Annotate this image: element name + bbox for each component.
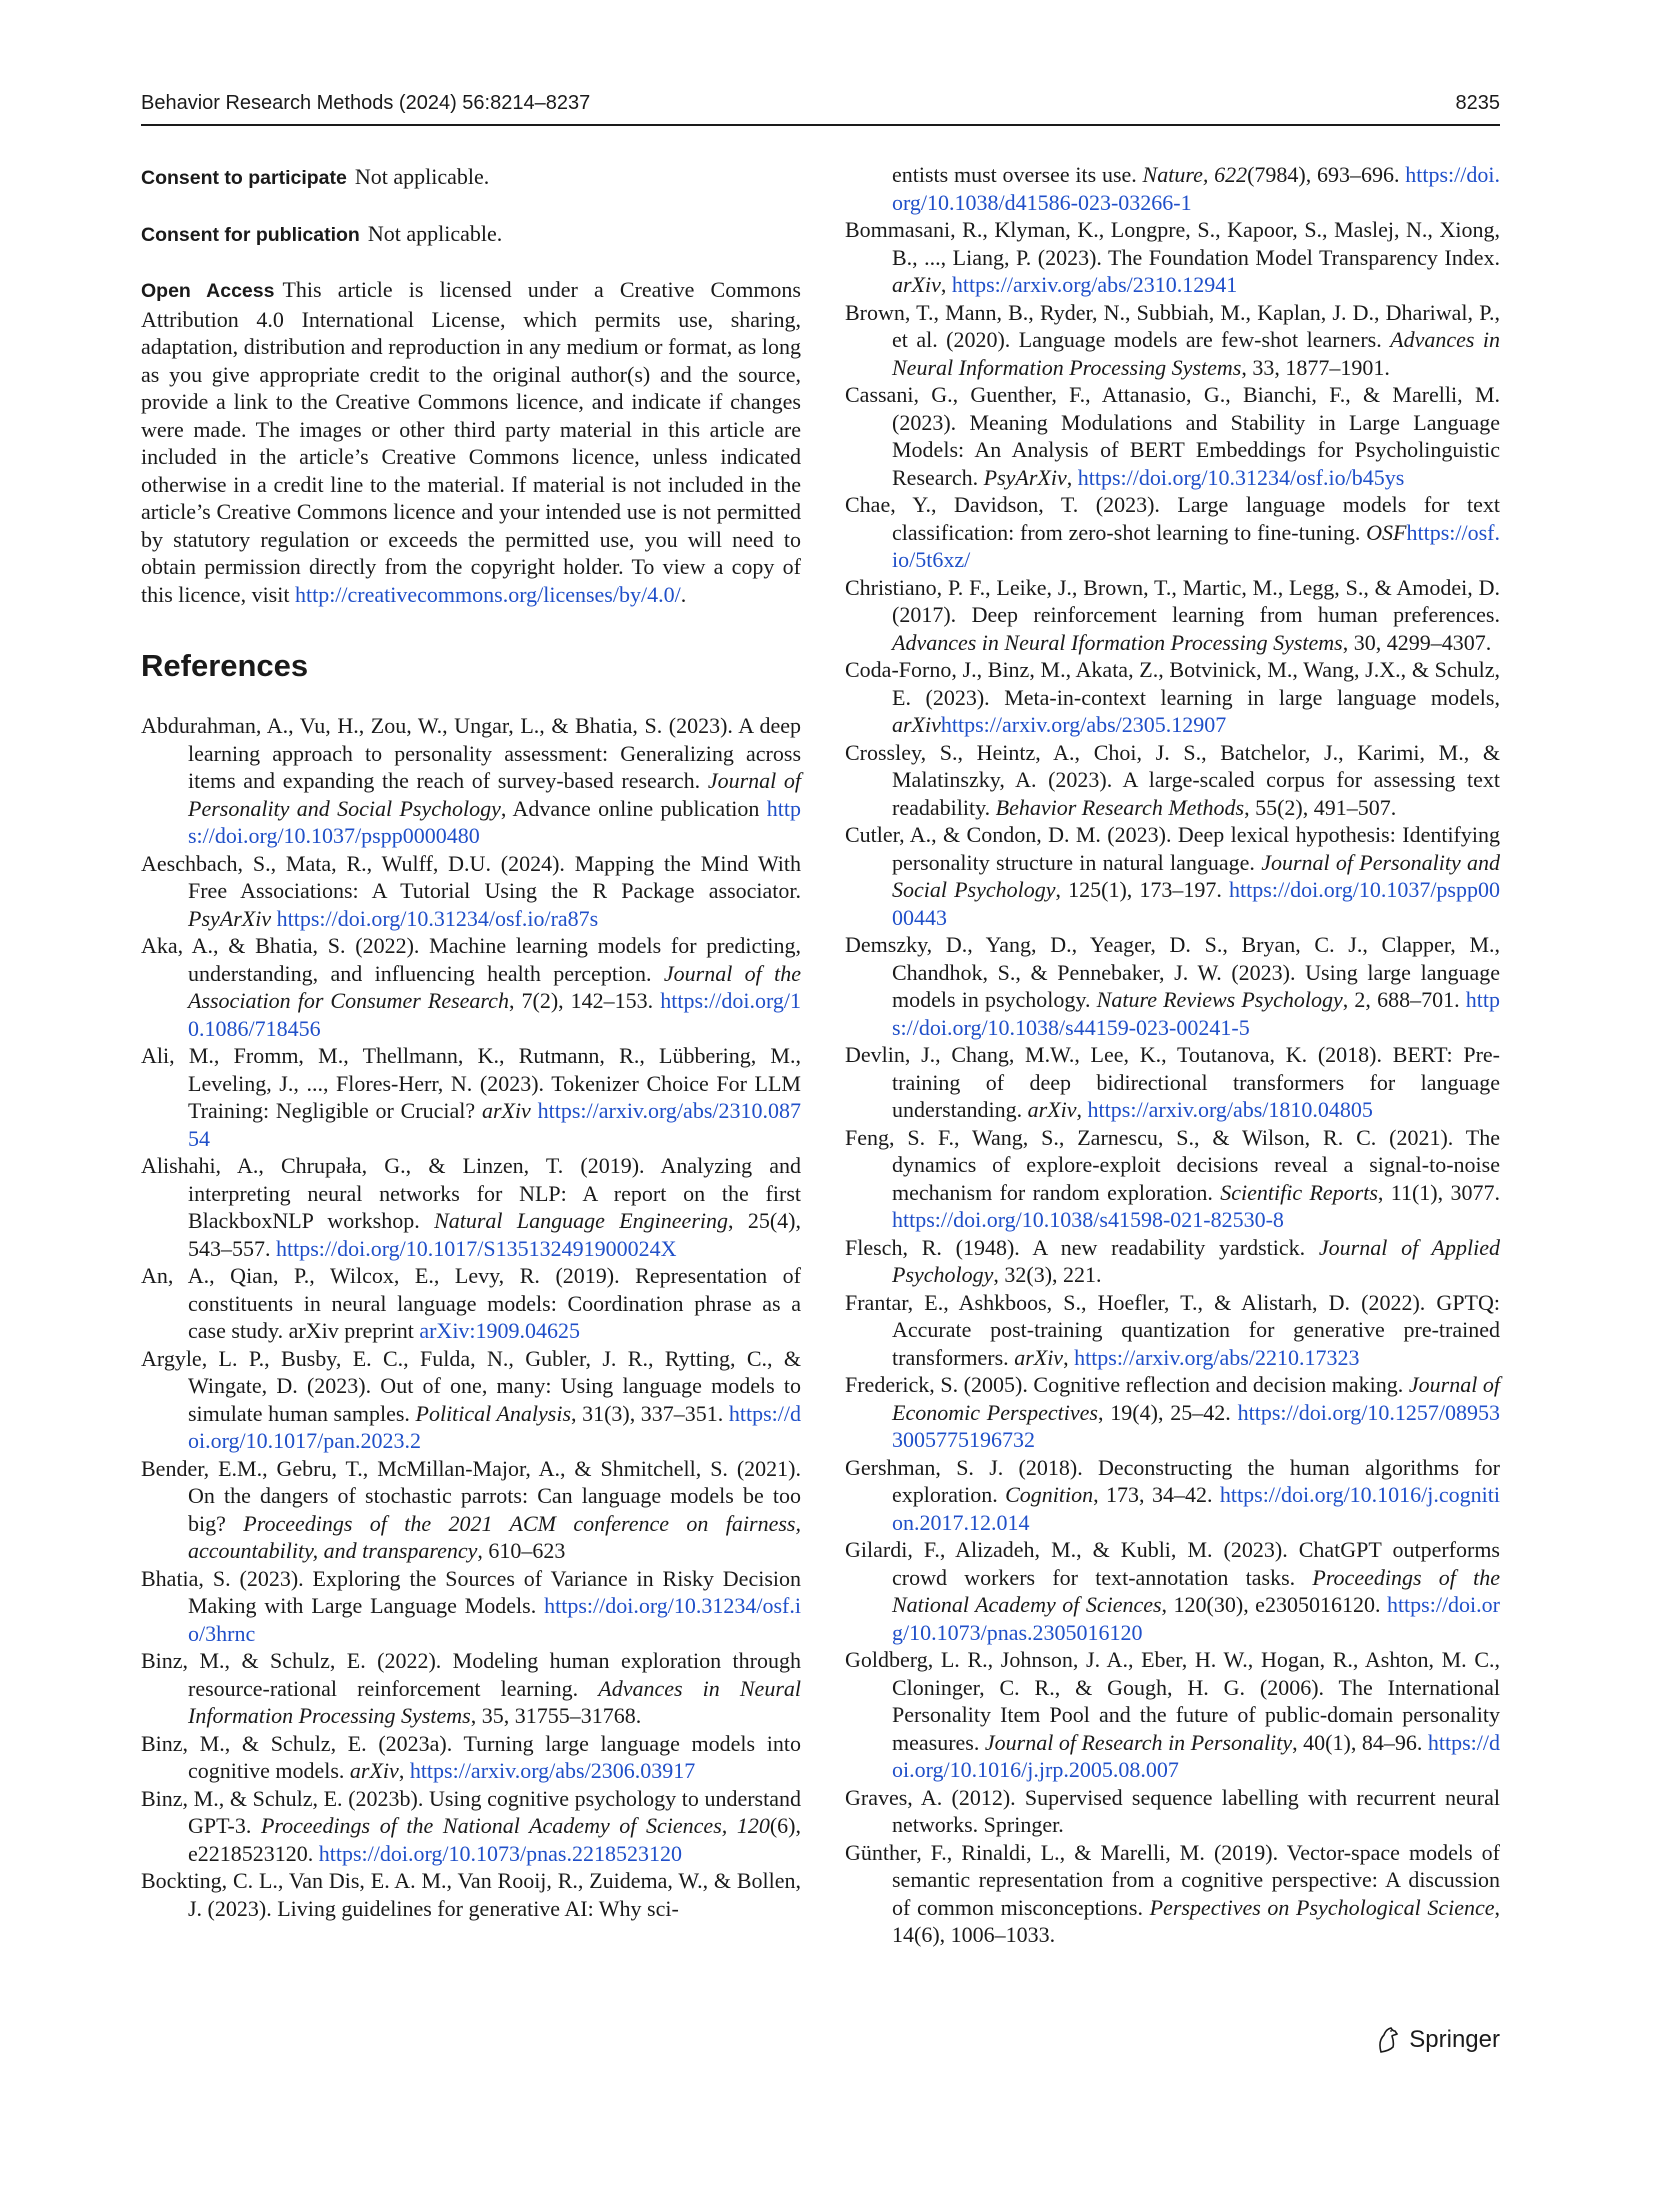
reference-text: Bommasani, R., Klyman, K., Longpre, S., Kapoor, S., Maslej, N., Xiong, B., ..., Liang, P. (2023). The Foundation Model Transparency Index.	[845, 217, 1500, 270]
reference-list-left	[141, 712, 801, 1922]
reference-item	[845, 1041, 1500, 1124]
reference-text: , 31(3), 337–351.	[571, 1400, 729, 1426]
reference-source: Advances in Neural Information Processing Systems	[188, 1675, 801, 1728]
reference-text: Coda-Forno, J., Binz, M., Akata, Z., Botvinick, M., Wang, J.X., & Schulz, E. (2023). Meta-in-context learning in large language models,	[845, 657, 1500, 710]
reference-source: Perspectives on Psychological Science	[1149, 1894, 1495, 1920]
reference-text: ,	[1066, 464, 1078, 490]
reference-link[interactable]: https://doi.org/10.1017/S135132491900024X	[276, 1235, 677, 1261]
reference-source: OSF	[1366, 519, 1407, 545]
reference-text: , 120(30), e2305016120.	[1161, 1592, 1387, 1617]
reference-item	[845, 1234, 1500, 1289]
reference-link[interactable]: https://doi.org/10.1038/s41598-021-82530-8	[892, 1207, 1284, 1232]
reference-item	[845, 381, 1500, 491]
reference-item	[845, 1536, 1500, 1646]
reference-link[interactable]: https://doi.org/10.1073/pnas.2305016120	[892, 1592, 1500, 1645]
reference-text: , 7(2), 142–153.	[508, 988, 661, 1013]
reference-source: arXiv	[1014, 1344, 1064, 1370]
reference-link[interactable]: https://doi.org/10.1037/pspp0000443	[892, 877, 1500, 930]
reference-text: Goldberg, L. R., Johnson, J. A., Eber, H. W., Hogan, R., Ashton, M. C., Cloninger, C. R., & Gough, H. G. (2006). The International Personality Item Pool and the future of public-domain personality measures.	[845, 1647, 1500, 1755]
reference-item	[141, 1042, 801, 1152]
license-link[interactable]: http://creativecommons.org/licenses/by/4.0/	[294, 581, 681, 607]
reference-source: PsyArXiv	[983, 464, 1067, 490]
reference-text: Binz, M., & Schulz, E. (2023a). Turning large language models into cognitive models.	[141, 1730, 801, 1783]
reference-source: Natural Language Engineering	[434, 1208, 728, 1233]
reference-text: Graves, A. (2012). Supervised sequence labelling with recurrent neural networks. Springer.	[845, 1784, 1500, 1837]
reference-link[interactable]: https://doi.org/10.1038/d41586-023-03266-1	[892, 162, 1500, 215]
reference-text: Crossley, S., Heintz, A., Choi, J. S., Batchelor, J., Karimi, M., & Malatinszky, A. (2023). A large-scaled corpus for assessing text readability.	[845, 739, 1500, 820]
reference-text: , 25(4), 543–557.	[188, 1208, 802, 1261]
reference-text: , 35, 31755–31768.	[470, 1703, 642, 1728]
reference-source: PsyArXiv	[188, 905, 272, 931]
reference-link[interactable]: https://arxiv.org/abs/2310.08754	[188, 1098, 801, 1151]
reference-text: Cassani, G., Guenther, F., Attanasio, G., Bianchi, F., & Marelli, M. (2023). Meaning Modulations and Stability in Large Language Models: An Analysis of BERT Embeddings for Psycholinguistic Research.	[845, 382, 1500, 490]
reference-item	[141, 1152, 801, 1262]
reference-item	[141, 1345, 801, 1455]
reference-text: , 125(1), 173–197.	[1055, 877, 1230, 902]
reference-item	[845, 656, 1500, 739]
reference-item	[845, 1371, 1500, 1454]
references-heading: References	[141, 648, 309, 683]
reference-link[interactable]: https://arxiv.org/abs/2210.17323	[1074, 1344, 1360, 1370]
reference-text: Feng, S. F., Wang, S., Zarnescu, S., & Wilson, R. C. (2021). The dynamics of explore-exploit decisions reveal a signal-to-noise mechanism for random exploration.	[845, 1124, 1500, 1205]
reference-link[interactable]: https://doi.org/10.1257/089533005775196732	[892, 1399, 1500, 1452]
reference-text: Aeschbach, S., Mata, R., Wulff, D.U. (2024). Mapping the Mind With Free Associations: A Tutorial Using the R Package associator.	[141, 850, 801, 903]
reference-source: Advances in Neural Information Processing Systems	[892, 327, 1500, 380]
reference-item	[141, 850, 801, 933]
reference-text: Abdurahman, A., Vu, H., Zou, W., Ungar, L., & Bhatia, S. (2023). A deep learning approach to personality assessment: Generalizing across items and expanding the reach of survey-based research.	[141, 713, 801, 793]
reference-source: Scientific Reports	[1220, 1179, 1378, 1205]
reference-item	[845, 1839, 1500, 1949]
reference-source: Cognition	[1005, 1482, 1094, 1507]
reference-source: arXiv	[349, 1758, 399, 1783]
reference-link[interactable]: https://arxiv.org/abs/2310.12941	[951, 272, 1238, 297]
reference-text: Ali, M., Fromm, M., Thellmann, K., Rutmann, R., Lübbering, M., Leveling, J., ..., Flores-Herr, N. (2023). Tokenizer Choice For LLM Training: Negligible or Crucial?	[141, 1043, 801, 1123]
reference-item	[845, 1289, 1500, 1372]
reference-link[interactable]: https://osf.io/5t6xz/	[892, 519, 1500, 572]
reference-text: , Advance online publication	[500, 795, 767, 821]
reference-item	[141, 1262, 801, 1345]
consent-publication: Consent for publication Not applicable.	[141, 220, 503, 246]
reference-link[interactable]: https://doi.org/10.1016/j.cognition.2017.12.014	[892, 1482, 1501, 1535]
reference-text: , 30, 4299–4307.	[1342, 629, 1492, 655]
reference-text: Brown, T., Mann, B., Ryder, N., Subbiah, M., Kaplan, J. D., Dhariwal, P., et al. (2020). Language models are few-shot learners.	[845, 299, 1500, 352]
springer-horse-icon	[1373, 2025, 1401, 2055]
reference-text: Günther, F., Rinaldi, L., & Marelli, M. (2019). Vector-space models of semantic representation from a cognitive perspective: A discussion of common misconceptions.	[845, 1839, 1500, 1920]
reference-text: Chae, Y., Davidson, T. (2023). Large language models for text classification: from zero-shot learning to fine-tuning.	[845, 492, 1500, 545]
reference-text: Binz, M., & Schulz, E. (2022). Modeling human exploration through resource-rational reinforcement learning.	[141, 1648, 801, 1701]
reference-text: Demszky, D., Yang, D., Yeager, D. S., Bryan, C. J., Clapper, M., Chandhok, S., & Pennebaker, J. W. (2023). Using large language models in psychology.	[845, 932, 1500, 1012]
reference-link[interactable]: https://doi.org/10.31234/osf.io/3hrnc	[188, 1593, 801, 1646]
reference-link[interactable]: https://doi.org/10.1017/pan.2023.2	[188, 1400, 802, 1453]
reference-text: Cutler, A., & Condon, D. M. (2023). Deep lexical hypothesis: Identifying personality structure in natural language.	[845, 822, 1500, 875]
reference-text: , 19(4), 25–42.	[1097, 1399, 1238, 1425]
reference-item	[141, 1867, 801, 1922]
reference-item	[845, 216, 1500, 299]
reference-source: Journal of Research in Personality	[984, 1729, 1293, 1755]
reference-text: ,	[1076, 1097, 1088, 1122]
reference-source: arXiv	[892, 272, 941, 297]
running-header	[141, 88, 1500, 126]
reference-text: Bockting, C. L., Van Dis, E. A. M., Van Rooij, R., Zuidema, W., & Bollen, J. (2023). Living guidelines for generative AI: Why sci-	[141, 1868, 801, 1921]
reference-text: Alishahi, A., Chrupała, G., & Linzen, T. (2019). Analyzing and interpreting neural networks for NLP: A report on the first BlackboxNLP workshop.	[141, 1153, 801, 1233]
open-access-statement: Open Access This article is licensed under a Creative Commons Attribution 4.0 International License, which permits use, sharing, adaptation, distribution and reproduction in any medium or format, as long as you give appropriate credit to the original author(s) and the source, provide a link to the Creative Commons licence, and indicate if changes were made. The images or other third party material in this article are included in the article’s Creative Commons licence, unless indicated otherwise in a credit line to the material. If material is not included in the article’s Creative Commons licence and your intended use is not permitted by statutory regulation or exceeds the permitted use, you will need to obtain permission directly from the copyright holder. To view a copy of this licence, visit http://creativecommons.org/licenses/by/4.0/.	[141, 277, 801, 607]
reference-link[interactable]: https://doi.org/10.1037/pspp0000480	[188, 795, 802, 848]
reference-source: Proceedings of the 2021 ACM conference on fairness, accountability, and transparency	[188, 1510, 801, 1563]
reference-text: Gilardi, F., Alizadeh, M., & Kubli, M. (2023). ChatGPT outperforms crowd workers for text-annotation tasks.	[845, 1537, 1500, 1590]
reference-text: (6), e2218523120.	[188, 1813, 801, 1866]
reference-text: An, A., Qian, P., Wilcox, E., Levy, R. (2019). Representation of constituents in neural language models: Coordination phrase as a case study. arXiv preprint	[141, 1263, 801, 1343]
reference-text: Aka, A., & Bhatia, S. (2022). Machine learning models for predicting, understanding, and influencing health perception.	[141, 933, 801, 986]
reference-item	[845, 161, 1500, 216]
reference-text: , 11(1), 3077.	[1377, 1179, 1500, 1205]
reference-item	[845, 1454, 1500, 1537]
reference-text: Binz, M., & Schulz, E. (2023b). Using cognitive psychology to understand GPT-3.	[141, 1785, 801, 1838]
page-number: 8235	[1455, 92, 1500, 114]
reference-text: Bhatia, S. (2023). Exploring the Sources of Variance in Risky Decision Making with Large Language Models.	[141, 1565, 801, 1618]
reference-source: Advances in Neural Iformation Processing Systems	[892, 629, 1343, 655]
reference-source: Nature, 622	[1142, 162, 1248, 187]
reference-link[interactable]: https://doi.org/10.1038/s44159-023-00241-5	[892, 987, 1500, 1040]
reference-item	[845, 931, 1500, 1041]
reference-link[interactable]: https://doi.org/10.1016/j.jrp.2005.08.007	[892, 1729, 1500, 1782]
reference-text: Flesch, R. (1948). A new readability yardstick.	[845, 1234, 1319, 1260]
reference-link[interactable]: https://doi.org/10.1073/pnas.2218523120	[318, 1840, 682, 1866]
reference-item	[845, 1124, 1500, 1234]
reference-item	[845, 739, 1500, 822]
reference-text: , 40(1), 84–96.	[1292, 1729, 1428, 1755]
reference-item	[141, 1565, 801, 1648]
reference-text: Christiano, P. F., Leike, J., Brown, T., Martic, M., Legg, S., & Amodei, D. (2017). Deep reinforcement learning from human preferences.	[845, 574, 1500, 627]
reference-text: Bender, E.M., Gebru, T., McMillan-Major, A., & Shmitchell, S. (2021). On the dangers of stochastic parrots: Can language models be too big?	[141, 1455, 801, 1536]
reference-item	[845, 1646, 1500, 1784]
right-column	[845, 161, 1500, 1949]
reference-text: entists must oversee its use.	[892, 162, 1143, 187]
reference-item	[845, 821, 1500, 931]
reference-item	[845, 574, 1500, 657]
reference-text: Gershman, S. J. (2018). Deconstructing the human algorithms for exploration.	[845, 1454, 1500, 1507]
journal-citation: Behavior Research Methods (2024) 56:8214–8237	[141, 92, 591, 114]
reference-text: ,	[398, 1758, 410, 1783]
reference-text: , 173, 34–42.	[1093, 1482, 1220, 1507]
reference-text: Frederick, S. (2005). Cognitive reflection and decision making.	[845, 1372, 1409, 1397]
reference-source: arXiv	[481, 1098, 531, 1123]
reference-list-right	[845, 161, 1500, 1949]
reference-text: , 55(2), 491–507.	[1244, 794, 1397, 820]
reference-text: , 14(6), 1006–1033.	[892, 1894, 1500, 1947]
publisher-logo	[1373, 2020, 1500, 2060]
reference-link[interactable]: https://doi.org/10.31234/osf.io/b45ys	[1077, 464, 1405, 490]
reference-source: Political Analysis	[415, 1400, 572, 1426]
reference-text: ,	[1063, 1344, 1075, 1370]
reference-text: Devlin, J., Chang, M.W., Lee, K., Toutanova, K. (2018). BERT: Pre-training of deep bidirectional transformers for language understanding.	[845, 1042, 1500, 1122]
reference-text: , 33, 1877–1901.	[1241, 354, 1390, 380]
reference-source: Proceedings of the National Academy of Sciences, 120	[260, 1813, 770, 1838]
reference-source: arXiv	[1027, 1097, 1077, 1122]
reference-source: Journal of Applied Psychology	[892, 1234, 1500, 1287]
reference-link[interactable]: https://doi.org/10.31234/osf.io/ra87s	[276, 905, 599, 931]
reference-text: , 32(3), 221.	[993, 1262, 1102, 1287]
reference-item	[845, 1784, 1500, 1839]
consent-participate: Consent to participate Not applicable.	[141, 164, 490, 189]
left-column	[141, 163, 801, 1922]
reference-item	[141, 712, 801, 850]
reference-text: , 2, 688–701.	[1342, 987, 1466, 1012]
reference-text: ,	[940, 272, 952, 297]
reference-source: Journal of Personality and Social Psychology	[188, 768, 801, 821]
reference-item	[141, 932, 801, 1042]
reference-source: Behavior Research Methods	[995, 794, 1245, 820]
reference-item	[141, 1647, 801, 1730]
reference-link[interactable]: https://arxiv.org/abs/2305.12907	[940, 712, 1227, 737]
reference-text	[531, 1098, 538, 1123]
reference-source: Journal of Personality and Social Psychology	[892, 849, 1500, 902]
reference-item	[141, 1730, 801, 1785]
reference-source: Journal of the Association for Consumer Research	[188, 960, 801, 1013]
reference-text: , 610–623	[477, 1538, 566, 1563]
reference-link[interactable]: https://doi.org/10.1086/718456	[188, 988, 802, 1041]
reference-item	[141, 1785, 801, 1868]
reference-source: Journal of Economic Perspectives	[892, 1372, 1500, 1425]
publisher-name: Springer	[1409, 2026, 1500, 2053]
reference-source: Nature Reviews Psychology	[1096, 987, 1343, 1012]
reference-item	[845, 299, 1500, 382]
reference-link[interactable]: arXiv:1909.04625	[419, 1318, 581, 1343]
reference-link[interactable]: https://arxiv.org/abs/1810.04805	[1087, 1097, 1373, 1122]
reference-text: (7984), 693–696.	[1247, 162, 1406, 187]
reference-item	[845, 491, 1500, 574]
reference-link[interactable]: https://arxiv.org/abs/2306.03917	[409, 1758, 696, 1783]
reference-text: Argyle, L. P., Busby, E. C., Fulda, N., Gubler, J. R., Rytting, C., & Wingate, D. (2023). Out of one, many: Using language models to simulate human samples.	[141, 1345, 801, 1426]
reference-text: Frantar, E., Ashkboos, S., Hoefler, T., & Alistarh, D. (2022). GPTQ: Accurate post-training quantization for generative pre-trained transformers.	[845, 1289, 1500, 1370]
reference-source: Proceedings of the National Academy of Sciences	[892, 1564, 1500, 1617]
reference-item	[141, 1455, 801, 1565]
reference-source: arXiv	[892, 712, 941, 737]
